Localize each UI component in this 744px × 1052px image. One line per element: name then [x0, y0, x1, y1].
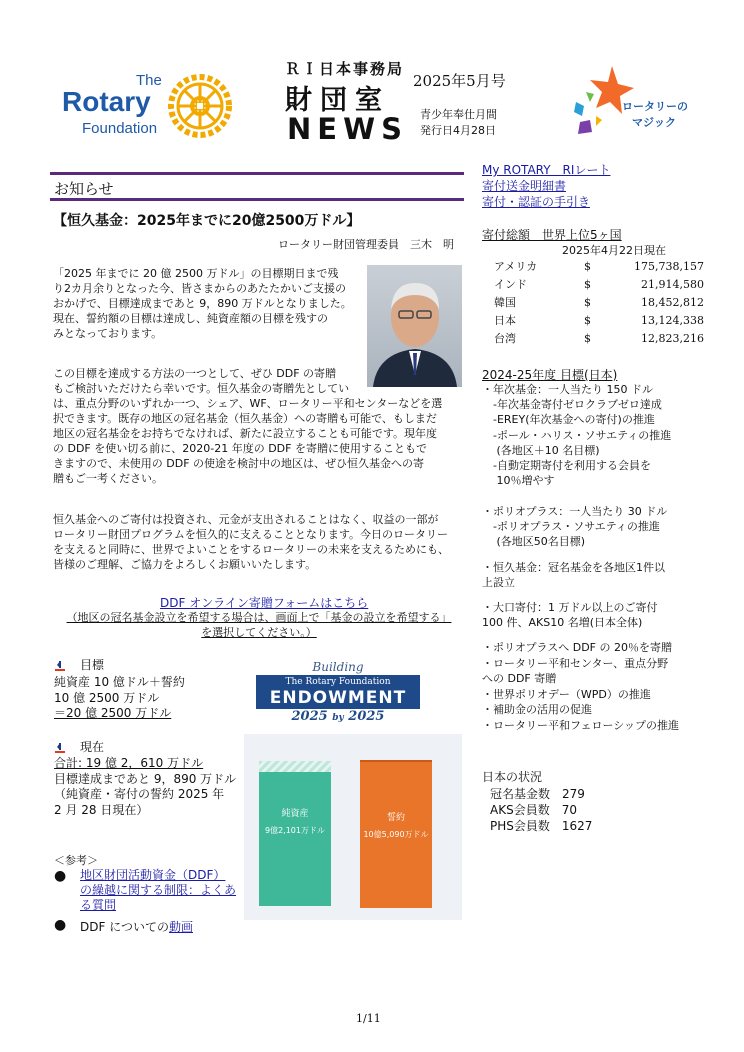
p3-line: 皆様のご理解、ご協力をよろしくお願いいたします。	[53, 558, 317, 571]
current-line: 2 月 28 日現在）	[54, 802, 149, 817]
office-line: ＲＩ日本事務局	[285, 60, 405, 78]
goal-item: 10％増やす	[482, 474, 555, 488]
month-theme: 青少年奉仕月間	[420, 108, 497, 121]
ddf-faq-link-line[interactable]: る質問	[80, 898, 117, 912]
ranking-currency: $	[584, 278, 591, 291]
current-heading: 現在	[80, 740, 105, 754]
pledge-value: 10億5,090万ドル	[363, 829, 429, 839]
publish-date: 発行日4月28日	[420, 124, 496, 137]
form-note-line: （地区の冠名基金設立を希望する場合は、画面上で「基金の設立を希望する」	[66, 611, 452, 624]
goal-item: ・大口寄付：1 万ドル以上のご寄付	[482, 601, 658, 614]
endowment-years	[252, 709, 424, 726]
ranking-row	[494, 276, 704, 294]
goal-item: -ポリオプラス・ソサエティの推進	[482, 520, 660, 534]
sidebar-link-remittance[interactable]: 寄付送金明細書	[482, 179, 567, 193]
goal-item: -自動定期寄付を利用する会員を	[482, 459, 651, 473]
p2-line: 択できます。既存の地区の冠名基金（恒久基金）への寄贈も可能で、もしまだ	[53, 412, 437, 425]
goal-item: -ポール・ハリス・ソサエティの推進	[482, 428, 672, 442]
ranking-amount: 12,823,216	[641, 332, 704, 345]
issue-label: 2025年5月号	[413, 72, 506, 90]
p2-line: の DDF を使い切る前に、2020-21 年度の DDF を寄贈に使用することもで	[53, 442, 427, 455]
form-note	[53, 610, 465, 640]
ranking-currency: $	[584, 260, 591, 273]
ranking-currency: $	[584, 332, 591, 345]
bar-net-assets-label	[260, 806, 330, 836]
japan-status-line: PHS会員数 1627	[490, 819, 593, 833]
ranking-amount: 18,452,812	[641, 296, 704, 309]
japan-status-heading: 日本の状況	[482, 770, 543, 784]
office-name: 財団室	[285, 85, 390, 116]
ranking-amount: 21,914,580	[641, 278, 704, 291]
goal-line: 10 億 2500 万ドル	[54, 690, 160, 705]
p1-line: り2カ月余りとなった今、皆さまからのあたたかいご支援の	[53, 282, 346, 295]
logo-rotary-text: Rotary	[62, 86, 151, 117]
ranking-country: 日本	[494, 314, 516, 327]
p3-line: ロータリー財団プログラムを恒久的に支えることとなります。今日のロータリー	[53, 528, 449, 541]
p2-line: 贈もご一考ください。	[53, 472, 163, 485]
japan-status-lines	[490, 786, 592, 834]
news-title: NEWS	[287, 112, 408, 146]
ranking-row	[494, 330, 704, 348]
goal-item: (各地区50名目標)	[482, 535, 586, 549]
goal-item: -EREY(年次基金への寄付)の推進	[482, 413, 655, 427]
p1-line: みとなっております。	[53, 327, 163, 340]
ddf-faq-link-line[interactable]: の繰越に関する制限：よくあ	[80, 883, 237, 897]
japan-status-line: 冠名基金数 279	[490, 787, 585, 801]
endowment-by: by	[332, 713, 344, 723]
goal-item: 100 件、AKS10 名増(日本全体)	[482, 616, 643, 630]
goal-item: (各地区＋10 名目標)	[482, 443, 600, 457]
section-bottom-bar	[50, 198, 464, 201]
page-number: 1/11	[356, 1012, 381, 1025]
p3-line: を支えると同時に、世界でよいことをするロータリーの未来を支えるためにも、	[53, 543, 449, 556]
ddf-video-prefix: DDF についての	[80, 920, 169, 934]
logo-foundation-text: Foundation	[82, 120, 158, 137]
article-author: ロータリー財団管理委員 三木 明	[278, 238, 454, 251]
current-line: （純資産・寄付の誓約 2025 年	[54, 787, 225, 801]
ddf-video-link[interactable]: 動画	[168, 920, 193, 934]
rotary-foundation-logo	[60, 70, 240, 140]
p2-line: この目標を達成する方法の一つとして、ぜひ DDF の寄贈	[53, 367, 337, 380]
p2-line: は、重点分野のいずれか一つ、シェア、WF、ロータリー平和センターなどを選	[53, 397, 443, 410]
pledge-category: 誓約	[386, 812, 405, 823]
ranking-currency: $	[584, 314, 591, 327]
goal-item: への DDF 寄贈	[482, 672, 557, 686]
rotary-wheel-icon	[168, 74, 232, 138]
ranking-amount: 175,738,157	[634, 260, 704, 273]
endowment-graphic	[252, 660, 424, 728]
endowment-chart	[244, 734, 462, 920]
goal-lines	[54, 675, 185, 722]
current-line: 目標達成まであと 9，890 万ドル	[54, 771, 237, 786]
goal-item: ・ポリオプラスへ DDF の 20％を寄贈	[482, 641, 672, 654]
ddf-faq-link[interactable]	[80, 868, 236, 913]
p1-line: 「2025 年までに 20 億 2500 万ドル」の目標期日まで残	[53, 267, 339, 280]
goal-item: ・年次基金：一人当たり 150 ドル	[482, 383, 653, 396]
bar-net-assets	[259, 772, 331, 906]
goal-bullet-icon	[54, 660, 66, 672]
ddf-faq-link-line[interactable]: 地区財団活動資金（DDF）	[80, 868, 226, 882]
ranking-date: 2025年4月22日現在	[562, 244, 666, 257]
endowment-year-a: 2025	[291, 709, 328, 724]
current-lines	[54, 756, 236, 818]
goal-item: ・ロータリー平和センター、重点分野	[482, 656, 669, 670]
endowment-building: Building	[312, 660, 364, 674]
rotary-magic-logo	[566, 62, 688, 142]
goals-heading: 2024-25年度 目標(日本)	[482, 368, 618, 382]
goal-item: 上設立	[482, 576, 515, 590]
logo-the-text: The	[136, 72, 162, 89]
goal-item: ・恒久基金：冠名基金を各地区1件以	[482, 561, 665, 574]
ranking-country: アメリカ	[494, 260, 538, 273]
magic-line1: ロータリーの	[622, 100, 688, 113]
ranking-row	[494, 294, 704, 312]
endowment-subtitle: The Rotary Foundation	[285, 677, 391, 687]
sidebar-link-ri-rate[interactable]: My ROTARY RIレート	[482, 163, 611, 177]
endowment-banner	[256, 675, 420, 709]
p2-line: 地区の冠名基金をお持ちでなければ、新たに設立することも可能です。現年度	[53, 427, 438, 440]
magic-line2: マジック	[632, 116, 676, 129]
p1-line: おかげで、目標達成まであと 9，890 万ドルとなりました。	[53, 297, 352, 310]
goal-line: 純資産 10 億ドル＋誓約	[54, 675, 185, 689]
japan-status-line: AKS会員数 70	[490, 803, 577, 817]
goal-item: ・世界ポリオデー（WPD）の推進	[482, 687, 651, 701]
goals-block-3	[482, 560, 665, 590]
ddf-video-item	[80, 918, 193, 935]
ranking-row	[494, 258, 704, 276]
p2-line: きますので、未使用の DDF の使途を検討中の地区は、ぜひ恒久基金への寄	[53, 457, 425, 470]
ranking-row	[494, 312, 704, 330]
sidebar-link-guide[interactable]: 寄付・認証の手引き	[482, 195, 591, 209]
form-note-line: を選択してください。）	[201, 626, 317, 639]
portrait-image	[367, 265, 462, 387]
current-total: 合計: 19 億 2，610 万ドル	[54, 756, 204, 770]
author-photo	[367, 265, 462, 387]
section-title: お知らせ	[54, 180, 114, 198]
current-bullet-icon	[54, 742, 66, 754]
goal-item: ・ロータリー平和フェローシップの推進	[482, 718, 680, 732]
endowment-title: ENDOWMENT	[269, 688, 407, 708]
paragraph-1	[53, 266, 363, 341]
ddf-form-link[interactable]: DDF オンライン寄贈フォームはこちら	[160, 596, 369, 610]
paragraph-2-short	[53, 366, 365, 396]
goal-line: ＝20 億 2500 万ドル	[54, 706, 172, 720]
net-assets-value: 9億2,101万ドル	[265, 826, 325, 836]
goals-block-5	[482, 640, 679, 734]
reference-heading: ＜参考＞	[54, 854, 98, 867]
goal-item: ・補助金の活用の促進	[482, 703, 592, 717]
reference-bullet-1: ●	[54, 868, 67, 884]
ranking-amount: 13,124,338	[641, 314, 704, 327]
goal-heading: 目標	[80, 658, 105, 672]
ranking-heading: 寄付総額 世界上位5ヶ国	[482, 228, 622, 242]
paragraph-3	[53, 512, 465, 572]
p2-line: もご検討いただけたら幸いです。恒久基金の寄贈先としてい	[53, 382, 350, 395]
goals-block-4	[482, 600, 658, 630]
ranking-country: 台湾	[494, 332, 516, 345]
section-top-bar	[50, 172, 464, 175]
paragraph-2	[53, 396, 465, 486]
goals-block-1	[482, 382, 671, 488]
goal-item: -年次基金寄付ゼロクラブゼロ達成	[482, 398, 662, 412]
ranking-table	[494, 258, 704, 348]
goals-block-2	[482, 504, 667, 550]
sidebar-links	[482, 162, 610, 210]
article-title: 【恒久基金：2025年までに20億2500万ドル】	[53, 213, 361, 229]
ranking-country: インド	[494, 278, 527, 291]
ranking-country: 韓国	[494, 296, 516, 309]
endowment-year-b: 2025	[348, 709, 385, 724]
bar-pledge-label	[359, 810, 433, 840]
net-assets-category: 純資産	[281, 809, 309, 820]
reference-bullet-2: ●	[54, 917, 67, 933]
goal-item: ・ポリオプラス：一人当たり 30 ドル	[482, 505, 668, 518]
p3-line: 恒久基金へのご寄付は投資され、元金が支出されることはなく、収益の一部が	[53, 513, 439, 526]
p1-line: 現在、誓約額の目標は達成し、純資産額の目標を残すの	[53, 312, 328, 325]
ranking-currency: $	[584, 296, 591, 309]
